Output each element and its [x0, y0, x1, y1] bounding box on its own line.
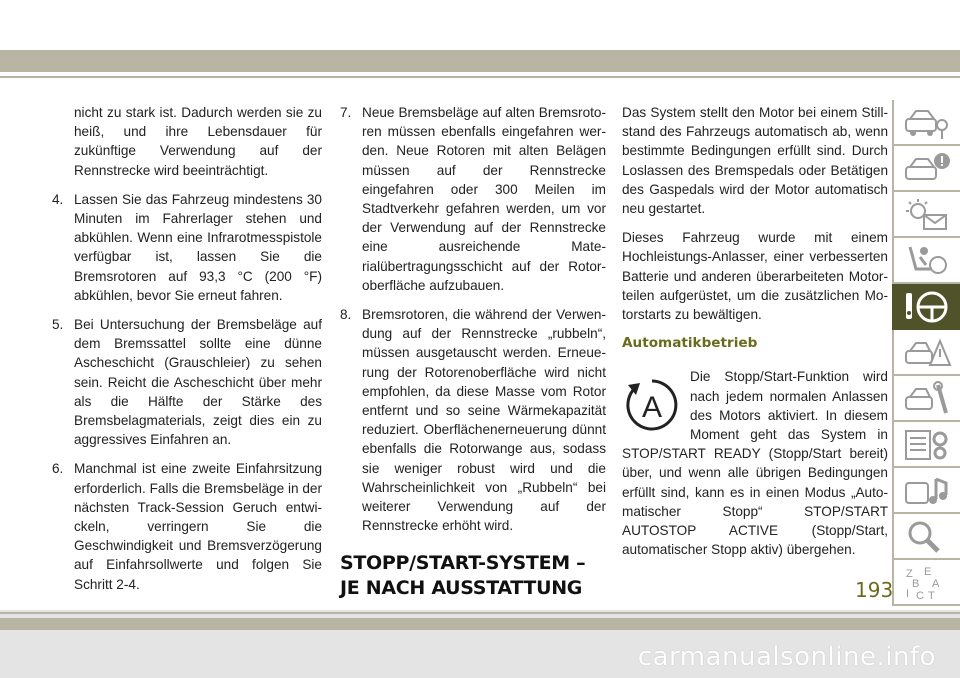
tab-emergency[interactable] — [892, 330, 960, 376]
car-info-icon — [902, 151, 952, 187]
list-text: Neue Bremsbeläge auf alten Bremsrotoren müssen ebenfalls eingefahren werden. Neue Rotoren mit alten Belägen müssen auf der Rennstrecke eingefahren oder 300 Meilen im Stadtverkehr gefahren werden, um vor der Verwendung auf der Rennstrecke eine ausreichende Materialübertragungsschicht auf der Rotoroberfläche aufzubauen. — [362, 105, 606, 293]
svg-text:B: B — [912, 578, 920, 590]
multimedia-icon — [902, 473, 952, 509]
tab-warning-lights[interactable] — [892, 192, 960, 238]
list-item — [52, 315, 322, 449]
svg-text:A: A — [932, 578, 940, 590]
auto-stop-start-icon — [622, 375, 682, 435]
tab-steering-wheel[interactable] — [892, 284, 960, 330]
column-3 — [622, 103, 888, 559]
list-text: Bremsrotoren, die während der Verwendung auf der Rennstrecke „rubbeln“, müssen ausgetauscht werden. Erneuerung der Rotorenoberfläche wird nicht empfohlen, da diese Masse vom Rotor entfernt und so seine Wärmekapazität reduziert. Oberflächenerneuerung dünnt ebenfalls die Rotorwange aus, sodass sie weniger robust wird und die Wahrscheinlichkeit von „Rubbeln“ bei weiterer Verwendung auf der Rennstrecke erhöht wird. — [362, 307, 606, 534]
list-text: Manchmal ist eine zweite Einfahrsitzung erforderlich. Falls die Bremsbeläge in der nächsten Track-Session Geruch entwickeln, verringern Sie die Geschwindigkeit und Bremsverzögerung auf Einfahrsollwerte und folgen Sie Schritt 2-4. — [74, 461, 322, 592]
watermark — [0, 642, 960, 672]
svg-text:Z: Z — [906, 568, 913, 580]
list-number: 5. — [52, 317, 64, 333]
wrench-car-icon — [902, 381, 952, 417]
paragraph: Dieses Fahrzeug wurde mit einem Hochleistungs-Anlasser, einer verbesserten Batterie und anderen überarbeiteten Motorteilen aufgerüstet, um die zusätzlichen Motorstarts zu bewältigen. — [622, 230, 888, 323]
svg-text:T: T — [928, 590, 935, 601]
svg-text:I: I — [906, 588, 910, 600]
list-number: 6. — [52, 461, 64, 477]
svg-text:C: C — [916, 590, 924, 601]
column-2 — [340, 103, 606, 664]
car-key-icon — [902, 105, 952, 141]
paragraph: Die Stopp/Start-Funktion wird nach jedem normalen Anlassen des Motors aktiviert. In diesem Moment geht das System in STOP/START READY (Stopp/Start bereit) über, und wenn alle übrigen Bedingungen erfüllt sind, kann es in einen Modus „Automatischer Stopp“ STOP/START AUTOSTOP ACTIVE (Stopp/Start, automatischer Stopp aktiv) übergehen. — [622, 369, 888, 558]
tab-search[interactable] — [892, 514, 960, 560]
page-number: 193 — [855, 578, 894, 602]
list-item — [340, 305, 606, 535]
chapter-tabs — [892, 100, 960, 600]
list-item — [52, 459, 322, 593]
svg-text:A: A — [641, 391, 663, 425]
tab-maintenance[interactable] — [892, 422, 960, 468]
top-band — [0, 0, 960, 64]
top-band-line — [0, 76, 960, 78]
bottom-band-bar — [0, 618, 960, 630]
steering-wheel-icon — [902, 289, 952, 325]
list-number: 4. — [52, 191, 64, 207]
alphabet-index-icon — [902, 565, 952, 601]
magnifier-icon — [902, 519, 952, 555]
column-1 — [52, 103, 322, 604]
tab-wrench-car[interactable] — [892, 376, 960, 422]
lead-paragraph: nicht zu stark ist. Dadurch werden sie zu heiß, und ihre Lebensdauer für zukünftige Verwendung auf der Rennstrecke wird beeinträchtigt. — [74, 105, 322, 178]
maintenance-list-icon — [902, 427, 952, 463]
paragraph: Das System stellt den Motor bei einem Stillstand des Fahrzeugs automatisch ab, wenn bestimmte Bedingungen erfüllt sind. Durch Loslassen des Bremspedals oder Betätigen des Gaspedals wird der Motor automatisch neu gestartet. — [622, 105, 888, 217]
warning-lights-icon — [902, 197, 952, 233]
top-band-bar — [0, 50, 960, 72]
list-number: 7. — [340, 105, 352, 120]
section-heading: STOPP/START-SYSTEM – JE NACH AUSSTATTUNG — [340, 552, 586, 600]
tab-car-info[interactable] — [892, 146, 960, 192]
emergency-triangle-icon — [902, 335, 952, 371]
list-item — [52, 190, 322, 305]
tab-airbag-seat[interactable] — [892, 238, 960, 284]
tab-multimedia[interactable] — [892, 468, 960, 514]
icon-paragraph — [622, 367, 888, 559]
watermark-text: carmanualsonline.info — [637, 642, 936, 672]
list-text: Lassen Sie das Fahrzeug mindestens 30 Minuten im Fahrerlager stehen und abkühlen. Wenn eine Infrarotmesspistole verfügbar ist, lassen Sie die Bremsrotoren auf 93,3 °C (200 °F) abkühlen, bevor Sie erneut fahren. — [74, 191, 322, 303]
tab-index[interactable] — [892, 560, 960, 606]
list-item — [340, 103, 606, 295]
bottom-band-line — [0, 612, 960, 614]
airbag-seat-icon — [902, 243, 952, 279]
svg-text:E: E — [924, 566, 932, 578]
tab-car-key[interactable] — [892, 100, 960, 146]
subsection-heading: Automatikbetrieb — [622, 335, 758, 352]
list-number: 8. — [340, 307, 352, 323]
list-text: Bei Untersuchung der Bremsbeläge auf dem Bremssattel sollte eine dünne Ascheschicht (Grauschleier) zu sehen sein. Reicht die Ascheschicht über mehr als die Hälfte der Stärke des Bremsbelagmaterials, zeigt dies ein zu aggressives Einfahren an. — [74, 317, 322, 448]
